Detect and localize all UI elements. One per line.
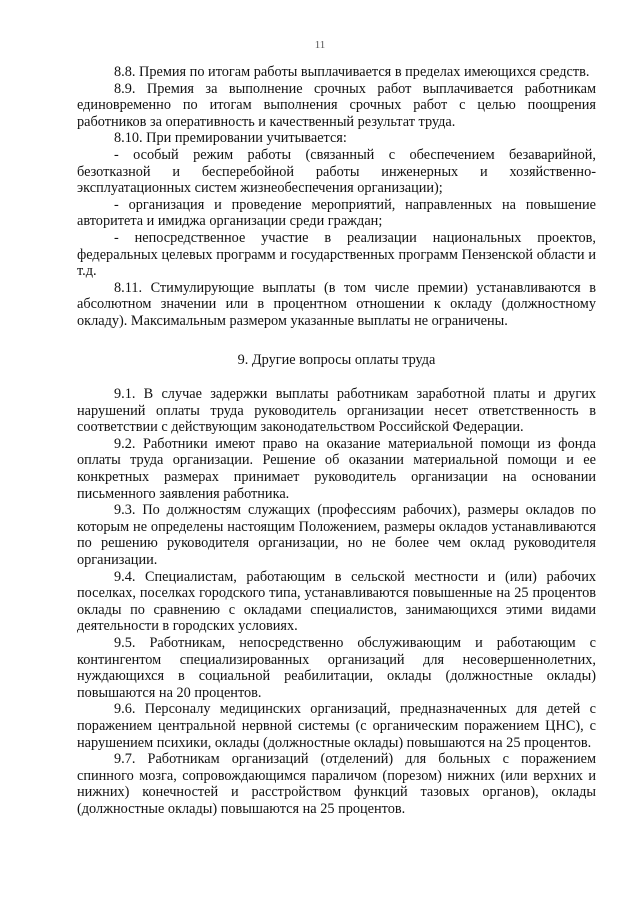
paragraph-8-10: 8.10. При премировании учитывается: — [114, 130, 347, 147]
paragraph-9-1: 9.1. В случае задержки выплаты работникам заработной платы и других нарушений оплаты труда руководитель организации несет ответственность в соответствии с действующим законодательством Российской Федерации. — [77, 386, 596, 436]
paragraph-9-6: 9.6. Персоналу медицинских организаций, предназначенных для детей с поражением центральной нервной системы (с органическим поражением ЦНС), с нарушением психики, оклады (должностные оклады) повышаются на 25 процентов. — [77, 701, 596, 751]
paragraph-8-11: 8.11. Стимулирующие выплаты (в том числе премии) устанавливаются в абсолютном значении или в процентном отношении к окладу (должностному окладу). Максимальным размером указанные выплаты не ограничены. — [77, 279, 596, 329]
paragraph-9-7: 9.7. Работникам организаций (отделений) для больных с поражением спинного мозга, сопровождающимся параличом (порезом) нижних (или верхних и нижних) конечностей и расстройством функций тазовых органов), оклады (должностные оклады) повышаются на 25 процентов. — [77, 751, 596, 817]
section-9-heading: 9. Другие вопросы оплаты труда — [237, 351, 436, 368]
paragraph-9-2: 9.2. Работники имеют право на оказание материальной помощи из фонда оплаты труда организации. Решение об оказании материальной помощи и ее конкретных размерах принимает руководитель организации на основании письменного заявления работника. — [77, 435, 596, 502]
paragraph-8-8: 8.8. Премия по итогам работы выплачивается в пределах имеющихся средств. — [114, 64, 590, 80]
list-item-special-mode: - особый режим работы (связанный с обеспечением безаварийной, безотказной и бесперебойной работы инженерных и хозяйственно-эксплуатационных систем жизнеобеспечения организации); — [77, 146, 596, 197]
list-item-events: - организация и проведение мероприятий, направленных на повышение авторитета и имиджа организации среди граждан; — [77, 196, 596, 230]
list-item-national-projects: - непосредственное участие в реализации национальных проектов, федеральных целевых программ и государственных программ Пензенской области и т.д. — [77, 229, 596, 280]
paragraph-9-3: 9.3. По должностям служащих (профессиям рабочих), размеры окладов по которым не определены настоящим Положением, размеры окладов устанавливаются по решению руководителя организации, но не более чем оклад руководителя организации. — [77, 502, 596, 569]
paragraph-8-9: 8.9. Премия за выполнение срочных работ выплачивается работникам единовременно по итогам выполнения срочных работ с целью поощрения работников за оперативность и качественный результат труда. — [77, 80, 596, 130]
paragraph-9-4: 9.4. Специалистам, работающим в сельской местности и (или) рабочих поселках, поселках городского типа, устанавливаются повышенные на 25 процентов оклады по сравнению с окладами специалистов, занимающихся этими видами деятельности в городских условиях. — [77, 568, 596, 635]
paragraph-9-5: 9.5. Работникам, непосредственно обслуживающим и работающим с контингентом специализированных организаций для несовершеннолетних, нуждающихся в социальной реабилитации, оклады (должностные оклады) повышаются на 20 процентов. — [77, 635, 596, 701]
page-number: 11 — [314, 39, 326, 51]
document-body — [77, 64, 596, 818]
